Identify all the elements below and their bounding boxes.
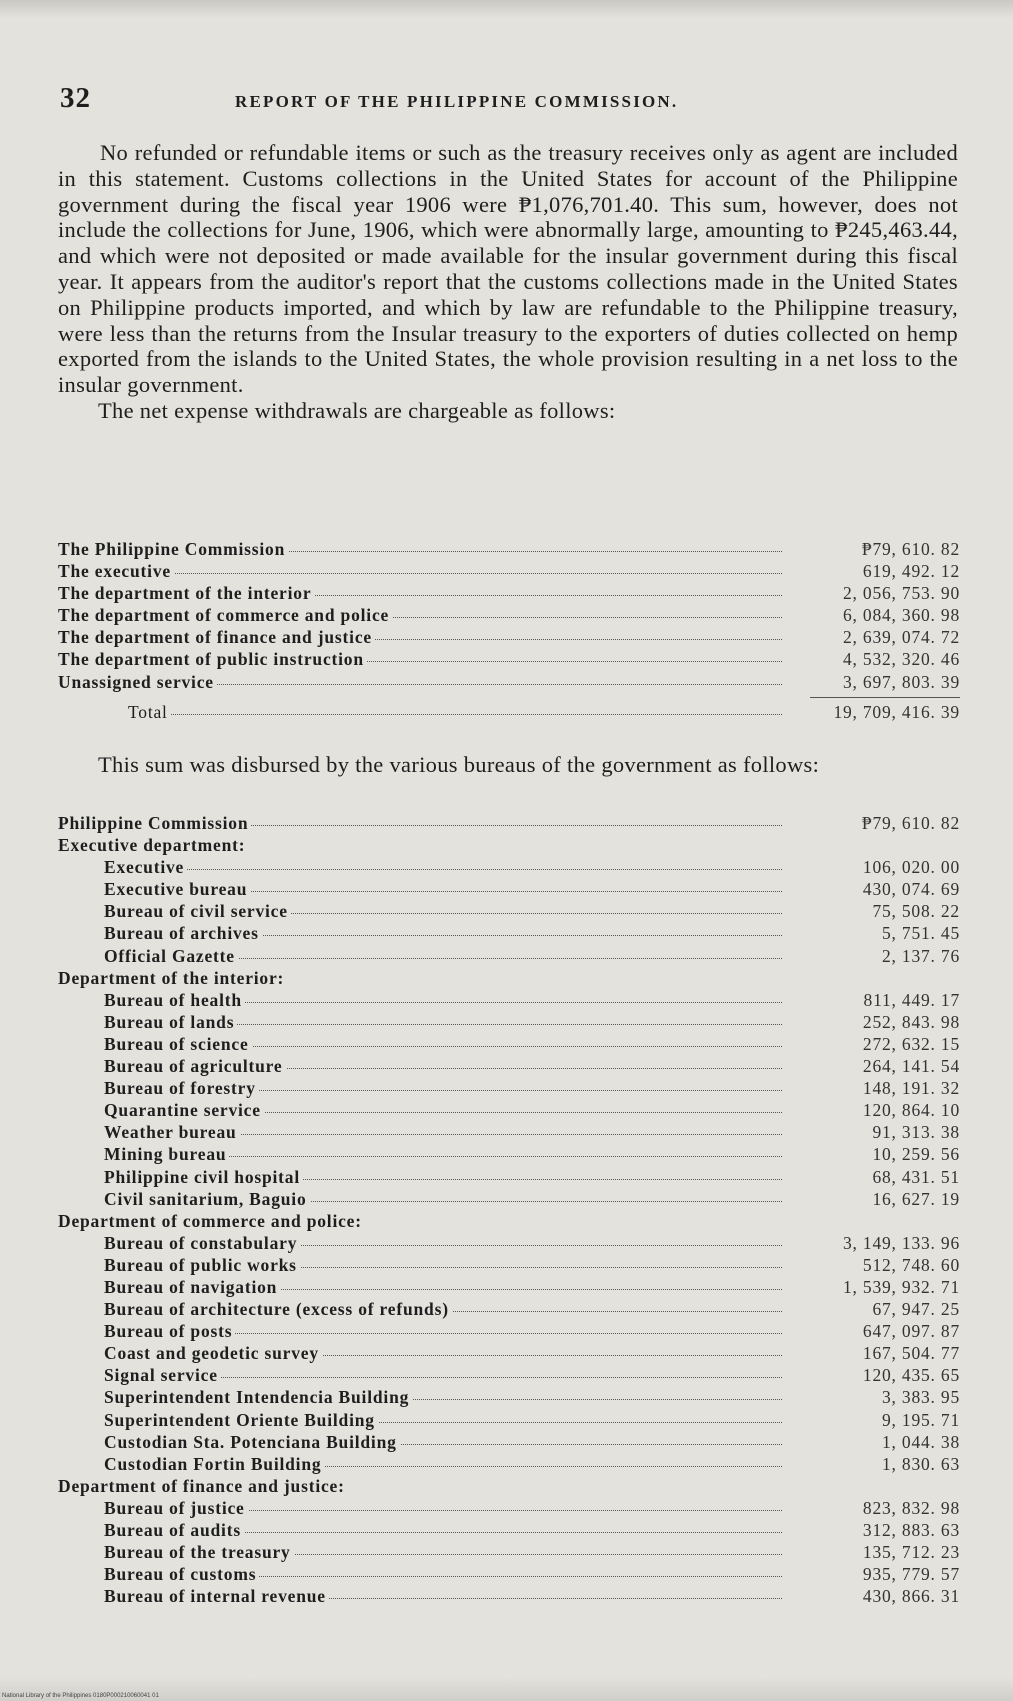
department-heading — [58, 1210, 960, 1232]
running-head — [60, 82, 960, 118]
department-heading — [58, 834, 960, 856]
row-label: Bureau of agriculture — [104, 1055, 286, 1077]
department-heading — [58, 967, 960, 989]
row-label: Bureau of lands — [104, 1011, 237, 1033]
row-label: Quarantine service — [104, 1099, 264, 1121]
row-amount: 823, 832. 98 — [862, 1497, 960, 1518]
row-label: Bureau of posts — [104, 1320, 235, 1342]
row-label: The department of public instruction — [58, 648, 367, 670]
disbursement-row — [58, 1033, 960, 1055]
disbursement-row — [58, 1166, 960, 1188]
paragraph-disbursed-intro: This sum was disbursed by the various bureaus of the government as follows: — [98, 752, 820, 777]
row-label: Bureau of public works — [104, 1254, 300, 1276]
row-amount: ₱79, 610. 82 — [861, 813, 960, 833]
row-amount: 167, 504. 77 — [862, 1343, 960, 1364]
row-amount: 3, 697, 803. 39 — [843, 671, 960, 692]
disbursement-row — [58, 900, 960, 922]
row-label: Bureau of archives — [104, 922, 262, 944]
row-amount: 135, 712. 23 — [862, 1542, 960, 1563]
row-amount: 2, 056, 753. 90 — [843, 583, 960, 604]
row-amount: 811, 449. 17 — [863, 989, 960, 1010]
disbursement-row — [58, 922, 960, 944]
footer-credit: National Library of the Philippines 0180P000210060041 01 — [2, 1693, 159, 1699]
row-label: The department of the interior — [58, 582, 314, 604]
row-label: Executive bureau — [104, 878, 250, 900]
disbursement-row — [58, 1143, 960, 1165]
row-label: Bureau of justice — [104, 1497, 248, 1519]
withdrawal-row — [58, 626, 960, 648]
disbursement-row — [58, 1342, 960, 1364]
disbursement-row — [58, 989, 960, 1011]
row-label: The executive — [58, 560, 174, 582]
department-heading — [58, 1475, 960, 1497]
disbursement-row — [58, 1232, 960, 1254]
disbursement-row — [58, 1121, 960, 1143]
disbursement-row — [58, 1409, 960, 1431]
row-label: Mining bureau — [104, 1143, 229, 1165]
row-label: Bureau of science — [104, 1033, 252, 1055]
row-label: Official Gazette — [104, 945, 238, 967]
row-amount: ₱79, 610. 82 — [861, 539, 960, 559]
row-amount: 6, 084, 360. 98 — [843, 605, 960, 626]
row-label: Custodian Sta. Potenciana Building — [104, 1431, 400, 1453]
withdrawal-row — [58, 604, 960, 626]
row-label: Bureau of customs — [104, 1563, 259, 1585]
row-amount: 430, 074. 69 — [862, 879, 960, 900]
page-number: 32 — [60, 82, 91, 114]
disbursed-intro-block — [58, 752, 958, 778]
row-amount: 312, 883. 63 — [862, 1520, 960, 1540]
disbursement-row — [58, 1563, 960, 1585]
disbursement-row — [58, 1055, 960, 1077]
row-label: Bureau of navigation — [104, 1276, 280, 1298]
row-amount: 619, 492. 12 — [862, 561, 960, 582]
row-label: Signal service — [104, 1364, 221, 1386]
row-amount: 2, 639, 074. 72 — [843, 627, 960, 648]
row-label: Bureau of health — [104, 989, 245, 1011]
disbursement-row — [58, 1453, 960, 1475]
row-amount: 935, 779. 57 — [862, 1564, 960, 1585]
disbursement-row — [58, 1298, 960, 1320]
row-amount: 9, 195. 71 — [882, 1409, 960, 1430]
row-amount: 1, 539, 932. 71 — [843, 1276, 960, 1297]
withdrawal-row — [58, 648, 960, 670]
row-amount: 272, 632. 15 — [862, 1033, 960, 1054]
row-amount: 106, 020. 00 — [862, 857, 960, 878]
row-label: Executive department: — [58, 835, 246, 856]
row-label: The department of finance and justice — [58, 626, 375, 648]
row-amount: 252, 843. 98 — [862, 1011, 960, 1032]
paragraph-withdrawals-intro: The net expense withdrawals are chargeable as follows: — [98, 397, 616, 423]
row-amount: 3, 149, 133. 96 — [843, 1232, 960, 1253]
sum-rule — [58, 693, 960, 701]
disbursement-row — [58, 1254, 960, 1276]
dot-leader — [104, 869, 782, 870]
disbursements-table — [58, 812, 960, 1607]
paragraph-customs: No refunded or refundable items or such as the treasury receives only as agent are included in this statement. Customs collections in the United States for account of the Philippine government during the fiscal year 1906 were ₱1,076,701.40. This sum, however, does not include the collections for June, 1906, which were abnormally large, amounting to ₱245,463.44, and which were not deposited or made available for the insular government during this fiscal year. It appears from the auditor's report that the customs collections made in the United States on Philippine products imported, and which by law are refundable to the Philippine treasury, were less than the returns from the Insular treasury to the exporters of duties collected on hemp exported from the islands to the United States, the whole provision resulting in a net loss to the insular government. — [58, 140, 958, 398]
row-amount: 3, 383. 95 — [882, 1387, 960, 1408]
row-label: Department of commerce and police: — [58, 1210, 362, 1231]
disbursement-row — [58, 1011, 960, 1033]
disbursement-row — [58, 878, 960, 900]
disbursement-row — [58, 1497, 960, 1519]
disbursement-row — [58, 1276, 960, 1298]
withdrawals-table — [58, 538, 960, 723]
row-label: The department of commerce and police — [58, 604, 392, 626]
row-label: Executive — [104, 856, 187, 878]
row-label: Bureau of constabulary — [104, 1232, 300, 1254]
disbursement-row — [58, 1386, 960, 1408]
row-amount: 4, 532, 320. 46 — [843, 649, 960, 670]
row-label: Civil sanitarium, Baguio — [104, 1188, 310, 1210]
disbursement-row — [58, 945, 960, 967]
row-label: Philippine Commission — [58, 812, 251, 834]
row-amount: 1, 044. 38 — [882, 1431, 960, 1452]
row-amount: 2, 137. 76 — [882, 945, 960, 966]
disbursement-row — [58, 1519, 960, 1541]
disbursement-row — [58, 1431, 960, 1453]
row-label: Custodian Fortin Building — [104, 1453, 324, 1475]
row-amount: 68, 431. 51 — [872, 1166, 960, 1187]
row-amount: 67, 947. 25 — [872, 1299, 960, 1320]
row-amount: 10, 259. 56 — [872, 1144, 960, 1165]
disbursement-row — [58, 1364, 960, 1386]
row-amount: 1, 830. 63 — [882, 1453, 960, 1474]
withdrawal-row — [58, 582, 960, 604]
row-amount: 120, 435. 65 — [862, 1365, 960, 1386]
withdrawal-row — [58, 560, 960, 582]
withdrawal-row — [58, 538, 960, 560]
disbursement-row — [58, 1541, 960, 1563]
disbursement-row — [58, 1188, 960, 1210]
row-label: Bureau of forestry — [104, 1077, 259, 1099]
row-amount: 120, 864. 10 — [862, 1100, 960, 1121]
row-label: Bureau of the treasury — [104, 1541, 294, 1563]
row-label: Bureau of internal revenue — [104, 1585, 329, 1607]
row-amount: 16, 627. 19 — [872, 1188, 960, 1209]
row-label: Unassigned service — [58, 671, 217, 693]
disbursement-row — [58, 1099, 960, 1121]
row-label: Department of the interior: — [58, 967, 285, 988]
total-row — [58, 701, 960, 723]
withdrawal-row — [58, 671, 960, 693]
row-label: The Philippine Commission — [58, 538, 288, 560]
row-label: Superintendent Intendencia Building — [104, 1386, 412, 1408]
row-amount: 5, 751. 45 — [882, 923, 960, 944]
row-amount: 512, 748. 60 — [862, 1254, 960, 1275]
row-label: Superintendent Oriente Building — [104, 1409, 378, 1431]
row-label: Bureau of audits — [104, 1519, 244, 1541]
row-amount: 19, 709, 416. 39 — [833, 701, 960, 722]
row-amount: 264, 141. 54 — [862, 1056, 960, 1077]
disbursement-row — [58, 1077, 960, 1099]
row-label: Total — [128, 701, 171, 723]
disbursement-row — [58, 812, 960, 834]
row-label: Philippine civil hospital — [104, 1166, 303, 1188]
disbursement-row — [58, 1585, 960, 1607]
dot-leader — [128, 714, 782, 715]
row-label: Department of finance and justice: — [58, 1475, 345, 1496]
disbursement-row — [58, 856, 960, 878]
row-label: Bureau of architecture (excess of refunds) — [104, 1298, 452, 1320]
row-amount: 75, 508. 22 — [872, 901, 960, 922]
header-title: REPORT OF THE PHILIPPINE COMMISSION. — [235, 92, 679, 111]
body-text — [58, 140, 958, 424]
row-label: Bureau of civil service — [104, 900, 291, 922]
row-label: Coast and geodetic survey — [104, 1342, 322, 1364]
row-label: Weather bureau — [104, 1121, 240, 1143]
row-amount: 430, 866. 31 — [862, 1586, 960, 1607]
row-amount: 148, 191. 32 — [862, 1078, 960, 1099]
row-amount: 647, 097. 87 — [862, 1321, 960, 1342]
row-amount: 91, 313. 38 — [872, 1122, 960, 1143]
scan-edge-top — [0, 0, 1013, 18]
disbursement-row — [58, 1320, 960, 1342]
